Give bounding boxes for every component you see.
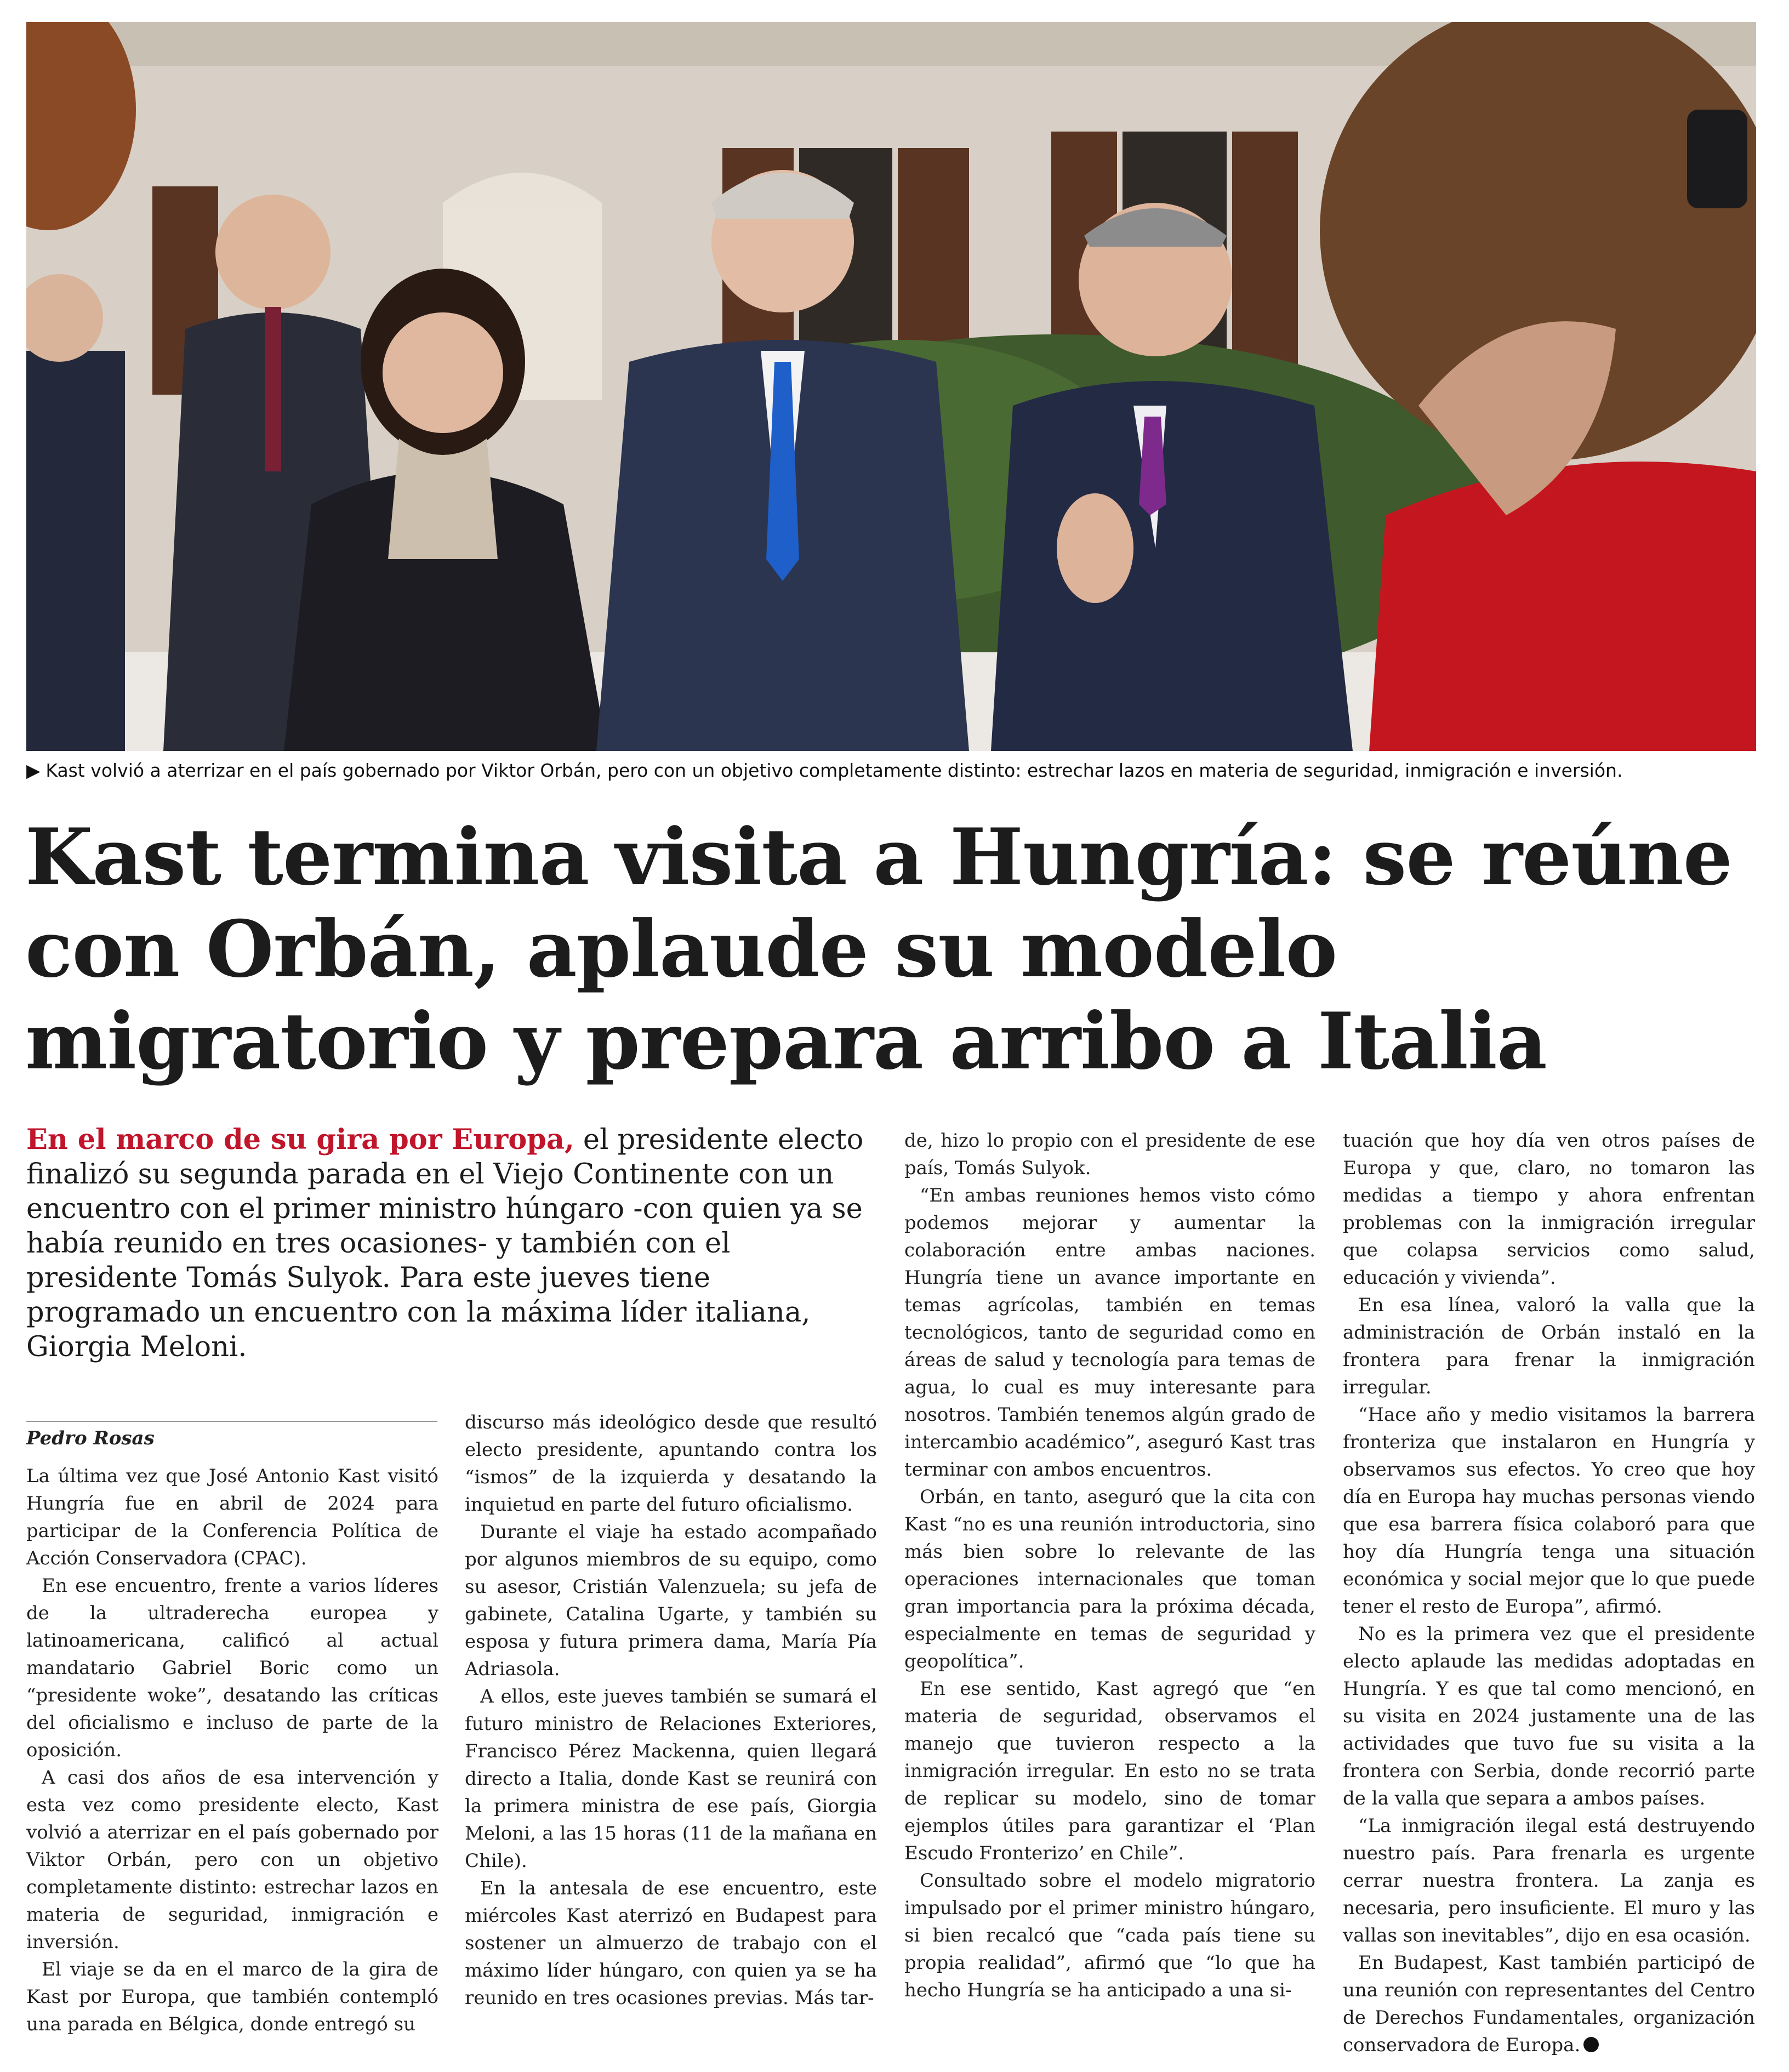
photo-caption (26, 759, 1758, 783)
body-paragraph: “En ambas reuniones hemos visto cómo podemos mejorar y aumentar la colaboración entre ambas naciones. Hungría tiene un avance importante en temas agrícolas, también en temas tecnológicos, tanto de seguridad como en áreas de salud y tecnología para temas de agua, lo cual es muy interesante para nosotros. También tenemos algún grado de intercambio académico”, aseguró Kast tras terminar con ambos encuentros. (904, 1185, 1315, 1481)
caption-triangle-icon: ▶ (26, 760, 41, 781)
body-column-2 (465, 1409, 877, 2012)
body-paragraph: En la antesala de ese encuentro, este miércoles Kast aterrizó en Budapest para sostener un almuerzo de trabajo con el máximo líder húngaro, con quien ya se ha reunido en tres ocasiones previas. Más tar- (465, 1877, 877, 2009)
article-photo (26, 22, 1756, 751)
body-paragraph: La última vez que José Antonio Kast visitó Hungría fue en abril de 2024 para participar de la Conferencia Política de Acción Conservadora (CPAC). (26, 1465, 438, 1569)
body-column-1 (26, 1462, 438, 2038)
headline: Kast termina visita a Hungría: se reúne con Orbán, aplaude su modelo migratorio y prepara arribo a Italia (25, 812, 1733, 1087)
body-paragraph: “La inmigración ilegal está destruyendo nuestro país. Para frenarla es urgente cerrar nuestra frontera. La zanja es necesaria, pero insuficiente. El muro y las vallas son inevitables”, dijo en esa ocasión. (1343, 1815, 1755, 1946)
body-paragraph: discurso más ideológico desde que resultó electo presidente, apuntando contra los “ismos” de la izquierda y desatando la inquietud en parte del futuro oficialismo. (465, 1411, 877, 1516)
body-paragraph: El viaje se da en el marco de la gira de Kast por Europa, que también contempló una parada en Bélgica, donde entregó su (26, 1959, 438, 2035)
body-paragraph: Durante el viaje ha estado acompañado por algunos miembros de su equipo, como su asesor, Cristián Valenzuela; su jefa de gabinete, Catalina Ugarte, y también su esposa y futura primera dama, María Pía Adriasola. (465, 1521, 877, 1680)
body-paragraph: En esa línea, valoró la valla que la administración de Orbán instaló en la frontera para frenar la inmigración irregular. (1343, 1294, 1755, 1398)
lead-kicker: En el marco de su gira por Europa, (26, 1123, 574, 1156)
body-paragraph: Orbán, en tanto, aseguró que la cita con Kast “no es una reunión introductoria, sino más bien sobre lo relevante de las operaciones internacionales que toman gran importancia para la próxima década, especialmente en temas de seguridad y geopolítica”. (904, 1486, 1315, 1672)
lead-text: el presidente electo finalizó su segunda parada en el Viejo Continente con un encuentro con el primer ministro húngaro -con quien ya se había reunido en tres ocasiones- y también con el presidente Tomás Sulyok. Para este jueves tiene programado un encuentro con la máxima líder italiana, Giorgia Meloni. (26, 1124, 864, 1363)
body-paragraph: “Hace año y medio visitamos la barrera fronteriza que instalaron en Hungría y observamos sus efectos. Yo creo que hoy día en Europa hay muchas personas viendo que esa barrera física colaboró para que hoy día Hungría tenga una situación económica y social mejor que lo que puede tener el resto de Europa”, afirmó. (1343, 1404, 1755, 1618)
body-column-4 (1343, 1127, 1755, 2059)
end-of-article-icon (1583, 2037, 1599, 2052)
byline: Pedro Rosas (26, 1427, 155, 1449)
body-paragraph: Consultado sobre el modelo migratorio impulsado por el primer ministro húngaro, si bien recalcó que “cada país tiene su propia realidad”, afirmó que “lo que ha hecho Hungría se ha anticipado a una si- (904, 1870, 1315, 2001)
body-paragraph: A ellos, este jueves también se sumará el futuro ministro de Relaciones Exteriores, Francisco Pérez Mackenna, quien llegará directo a Italia, donde Kast se reunirá con la primera ministra de ese país, Giorgia Meloni, a las 15 horas (11 de la mañana en Chile). (465, 1686, 877, 1872)
body-paragraph: de, hizo lo propio con el presidente de ese país, Tomás Sulyok. (904, 1130, 1315, 1179)
body-paragraph: No es la primera vez que el presidente electo aplaude las medidas adoptadas en Hungría. Y es que tal como mencionó, en su visita en 2024 justamente una de las actividades que tuvo fue su visita a la frontera con Serbia, donde recorrió parte de la valla que separa a ambos países. (1343, 1623, 1755, 1809)
body-paragraph-last (1343, 1949, 1755, 2059)
byline-divider (26, 1421, 437, 1422)
lead-paragraph (26, 1123, 870, 1364)
photo-caption-text: Kast volvió a aterrizar en el país gobernado por Viktor Orbán, pero con un objetivo completamente distinto: estrechar lazos en materia de seguridad, inmigración e inversión. (45, 760, 1623, 781)
body-paragraph: En ese sentido, Kast agregó que “en materia de seguridad, observamos el manejo que tuvieron respecto a la inmigración irregular. En esto no se trata de replicar su modelo, sino de tomar ejemplos útiles para garantizar el ‘Plan Escudo Fronterizo’ en Chile”. (904, 1678, 1315, 1864)
body-paragraph: A casi dos años de esa intervención y esta vez como presidente electo, Kast volvió a aterrizar en el país gobernado por Viktor Orbán, pero con un objetivo completamente distinto: estrechar lazos en materia de seguridad, inmigración e inversión. (26, 1767, 438, 1953)
final-paragraph-text: En Budapest, Kast también participó de una reunión con representantes del Centro de Derechos Fundamentales, organización conservadora de Europa. (1343, 1952, 1755, 2056)
body-column-3 (904, 1127, 1315, 2004)
body-paragraph: tuación que hoy día ven otros países de Europa y que, claro, no tomaron las medidas a tiempo y ahora enfrentan problemas con la inmigración irregular que colapsa servicios como salud, educación y vivienda”. (1343, 1130, 1755, 1289)
photo-illustration (26, 22, 1756, 751)
body-paragraph: En ese encuentro, frente a varios líderes de la ultraderecha europea y latinoamericana, calificó al actual mandatario Gabriel Boric como un “presidente woke”, desatando las críticas del oficialismo e incluso de parte de la oposición. (26, 1575, 438, 1761)
